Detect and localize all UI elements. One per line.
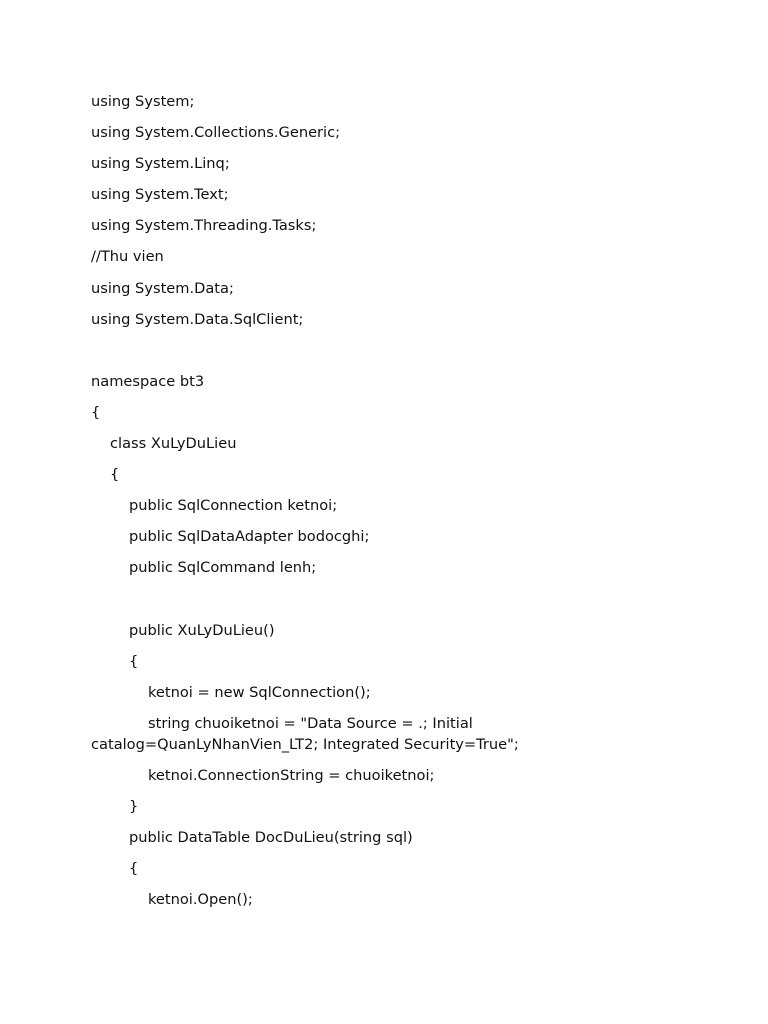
code-line: using System; xyxy=(91,93,195,110)
code-line: ketnoi.Open(); xyxy=(148,891,253,909)
code-line: using System.Text; xyxy=(91,186,229,204)
code-line: string chuoiketnoi = "Data Source = .; Initial catalog=QuanLyNhanVien_LT2; Integrated Security=True"; xyxy=(91,714,519,753)
code-line: public SqlCommand lenh; xyxy=(129,559,317,577)
code-line: { xyxy=(129,652,139,670)
code-line: public SqlConnection ketnoi; xyxy=(129,497,338,515)
blank-line xyxy=(91,340,551,361)
code-line: { xyxy=(129,860,139,878)
code-line: { xyxy=(110,466,120,484)
code-line: class XuLyDuLieu xyxy=(110,435,237,453)
code-line: using System.Linq; xyxy=(91,155,230,173)
code-line: } xyxy=(129,798,139,816)
code-line: public SqlDataAdapter bodocghi; xyxy=(129,528,370,546)
code-line: ketnoi.ConnectionString = chuoiketnoi; xyxy=(148,766,435,784)
code-line: public XuLyDuLieu() xyxy=(129,621,275,639)
code-line: { xyxy=(91,403,101,421)
code-line: using System.Threading.Tasks; xyxy=(91,217,317,235)
code-block xyxy=(91,91,551,920)
blank-line xyxy=(91,589,551,610)
code-line: ketnoi = new SqlConnection(); xyxy=(148,683,371,701)
code-line: using System.Data.SqlClient; xyxy=(91,310,304,328)
code-line: using System.Collections.Generic; xyxy=(91,124,341,142)
code-line: using System.Data; xyxy=(91,279,234,297)
code-line: public DataTable DocDuLieu(string sql) xyxy=(129,829,413,847)
code-line: namespace bt3 xyxy=(91,372,205,390)
code-comment: //Thu vien xyxy=(91,248,164,266)
